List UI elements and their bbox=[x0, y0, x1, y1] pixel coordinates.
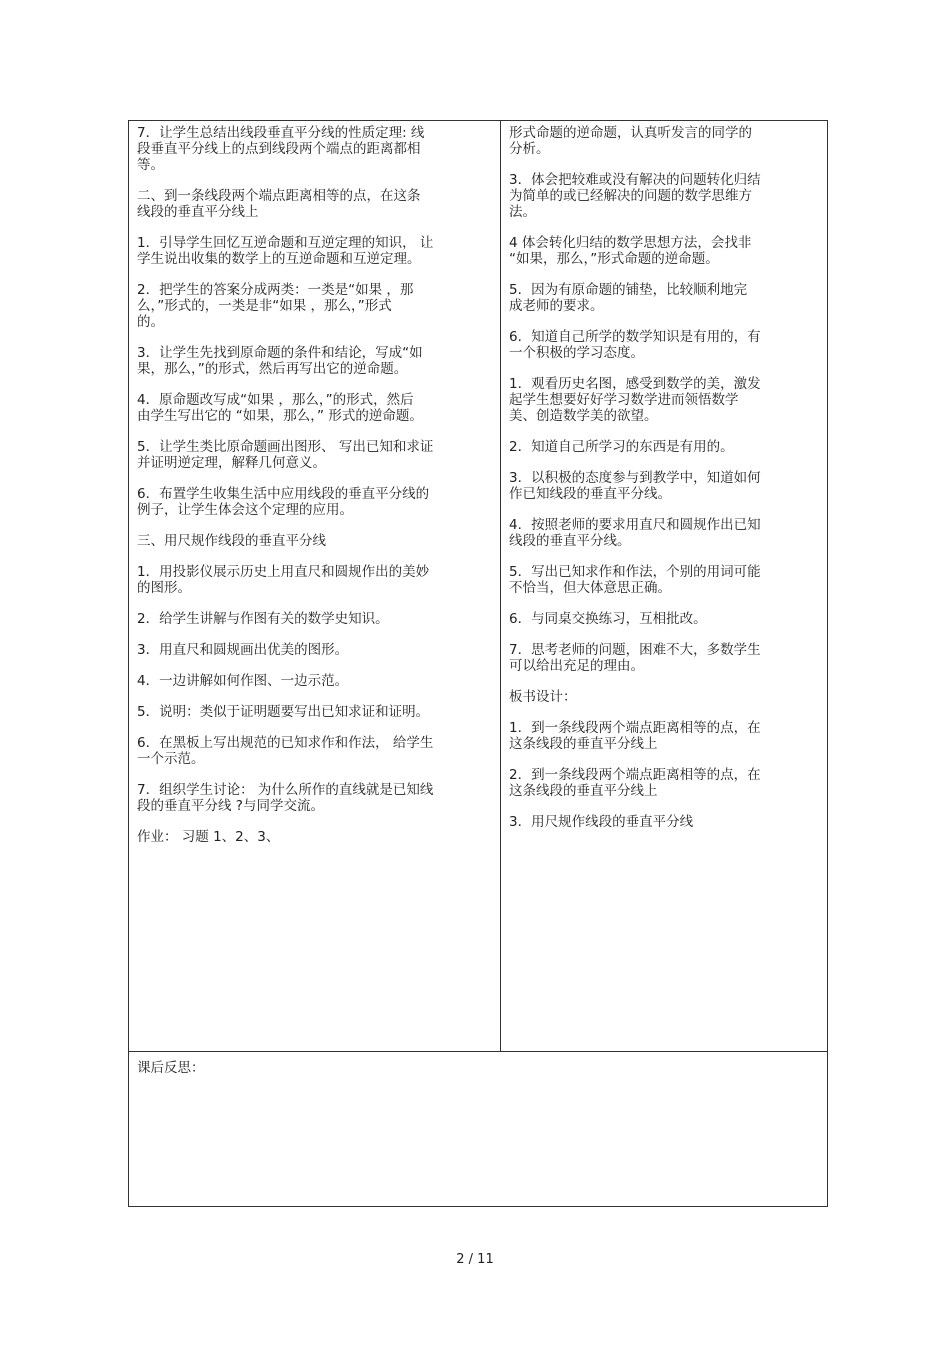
right-line: 不恰当，但大体意思正确。 bbox=[509, 580, 671, 596]
right-line: 可以给出充足的理由。 bbox=[509, 658, 644, 674]
right-line: 5．因为有原命题的铺垫，比较顺利地完 bbox=[509, 282, 748, 298]
right-line: 1．到一条线段两个端点距离相等的点，在 bbox=[509, 720, 761, 736]
right-line: 一个积极的学习态度。 bbox=[509, 345, 644, 361]
right-line: 4 体会转化归结的数学思想方法，会找非 bbox=[509, 235, 752, 251]
left-line: 段的垂直平分线 ?与同学交流。 bbox=[137, 798, 324, 814]
left-line: 并证明逆定理，解释几何意义。 bbox=[137, 455, 326, 471]
right-line: “如果，那么，”形式命题的逆命题。 bbox=[509, 251, 719, 267]
right-line: 成老师的要求。 bbox=[509, 298, 604, 314]
left-line: 的图形。 bbox=[137, 580, 191, 596]
left-line: 学生说出收集的数学上的互逆命题和互逆定理。 bbox=[137, 251, 421, 267]
left-line: 3．让学生先找到原命题的条件和结论，写成“如 bbox=[137, 345, 423, 361]
left-line: 5．说明：类似于证明题要写出已知求证和证明。 bbox=[137, 704, 430, 720]
right-line: 1．观看历史名图，感受到数学的美，激发 bbox=[509, 376, 761, 392]
right-line: 4．按照老师的要求用直尺和圆规作出已知 bbox=[509, 517, 761, 533]
left-line: 的。 bbox=[137, 314, 164, 330]
right-line: 为简单的或已经解决的问题的数学思维方 bbox=[509, 188, 752, 204]
right-line: 法。 bbox=[509, 204, 536, 220]
right-line: 这条线段的垂直平分线上 bbox=[509, 736, 658, 752]
left-line: 2．把学生的答案分成两类：一类是“如果 ，那 bbox=[137, 282, 414, 298]
right-line: 3．以积极的态度参与到教学中，知道如何 bbox=[509, 470, 761, 486]
right-line: 美、创造数学美的欲望。 bbox=[509, 408, 658, 424]
right-line: 3．用尺规作线段的垂直平分线 bbox=[509, 814, 694, 830]
left-line: 三、用尺规作线段的垂直平分线 bbox=[137, 533, 326, 549]
right-line: 分析。 bbox=[509, 141, 550, 157]
right-line: 2．知道自己所学习的东西是有用的。 bbox=[509, 439, 734, 455]
right-line: 线段的垂直平分线。 bbox=[509, 533, 631, 549]
left-line: 2．给学生讲解与作图有关的数学史知识。 bbox=[137, 611, 389, 627]
page-number: 2 / 11 bbox=[456, 1252, 494, 1267]
left-line: 一个示范。 bbox=[137, 751, 205, 767]
left-line: 二、到一条线段两个端点距离相等的点，在这条 bbox=[137, 188, 421, 204]
left-line: 么，”形式的，一类是非“如果 ，那么，”形式 bbox=[137, 298, 392, 314]
left-line: 7．让学生总结出线段垂直平分线的性质定理: 线 bbox=[137, 125, 425, 141]
left-line: 1．引导学生回忆互逆命题和互逆定理的知识， 让 bbox=[137, 235, 434, 251]
left-line: 例子，让学生体会这个定理的应用。 bbox=[137, 502, 353, 518]
right-line: 3．体会把较难或没有解决的问题转化归结 bbox=[509, 172, 761, 188]
right-line: 形式命题的逆命题，认真听发言的同学的 bbox=[509, 125, 752, 141]
left-line: 线段的垂直平分线上 bbox=[137, 204, 259, 220]
left-line: 等。 bbox=[137, 157, 164, 173]
left-line: 5．让学生类比原命题画出图形、 写出已知和求证 bbox=[137, 439, 434, 455]
lesson-table bbox=[128, 120, 828, 1207]
left-line: 作业： 习题 1、2、3、 bbox=[137, 829, 280, 845]
right-line: 2．到一条线段两个端点距离相等的点，在 bbox=[509, 767, 761, 783]
right-line: 板书设计： bbox=[509, 689, 577, 705]
reflection-row bbox=[129, 1051, 827, 1207]
right-line: 这条线段的垂直平分线上 bbox=[509, 783, 658, 799]
teacher-activity-column bbox=[129, 121, 501, 1051]
left-line: 果，那么，”的形式，然后再写出它的逆命题。 bbox=[137, 361, 408, 377]
left-line: 6．布置学生收集生活中应用线段的垂直平分线的 bbox=[137, 486, 430, 502]
left-line: 4．原命题改写成“如果 ，那么，”的形式，然后 bbox=[137, 392, 414, 408]
right-line: 作已知线段的垂直平分线。 bbox=[509, 486, 671, 502]
right-line: 5．写出已知求作和作法，个别的用词可能 bbox=[509, 564, 761, 580]
left-line: 段垂直平分线上的点到线段两个端点的距离都相 bbox=[137, 141, 421, 157]
right-line: 6．知道自己所学的数学知识是有用的，有 bbox=[509, 329, 761, 345]
left-line: 7．组织学生讨论： 为什么所作的直线就是已知线 bbox=[137, 782, 434, 798]
reflection-label: 课后反思： bbox=[137, 1060, 205, 1076]
right-line: 起学生想要好好学习数学进而领悟数学 bbox=[509, 392, 739, 408]
left-line: 1．用投影仪展示历史上用直尺和圆规作出的美妙 bbox=[137, 564, 430, 580]
student-activity-column bbox=[501, 121, 827, 1051]
left-line: 由学生写出它的 “如果，那么，” 形式的逆命题。 bbox=[137, 408, 423, 424]
left-line: 3．用直尺和圆规画出优美的图形。 bbox=[137, 642, 349, 658]
right-line: 7．思考老师的问题，困难不大，多数学生 bbox=[509, 642, 761, 658]
right-line: 6．与同桌交换练习，互相批改。 bbox=[509, 611, 707, 627]
left-line: 4．一边讲解如何作图、一边示范。 bbox=[137, 673, 349, 689]
left-line: 6．在黑板上写出规范的已知求作和作法， 给学生 bbox=[137, 735, 434, 751]
